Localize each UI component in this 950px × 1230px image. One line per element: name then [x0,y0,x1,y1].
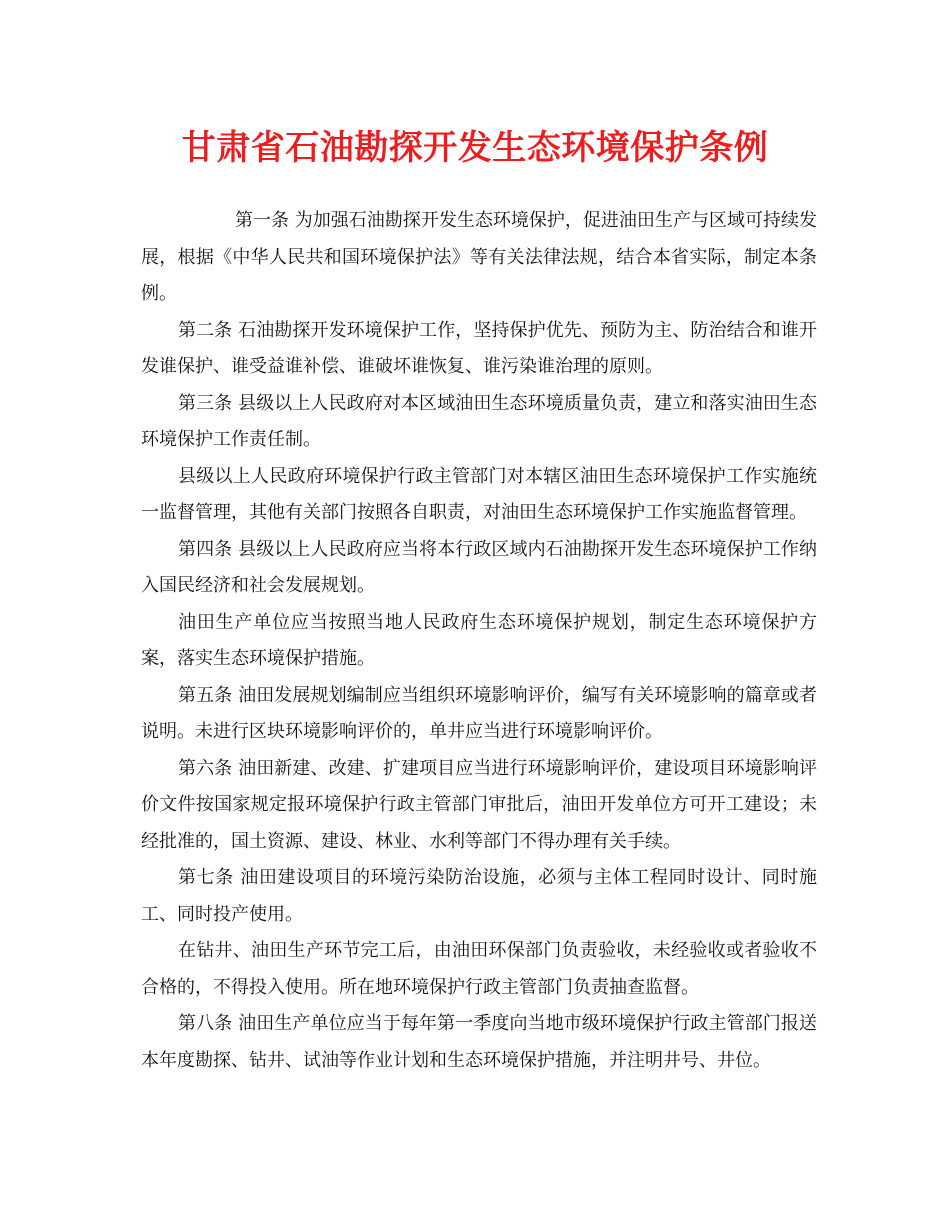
paragraph-article-5: 第五条 油田发展规划编制应当组织环境影响评价，编写有关环境影响的篇章或者说明。未进行区块环境影响评价的，单井应当进行环境影响评价。 [141,684,817,742]
paragraph-article-7-clause-2: 在钻井、油田生产环节完工后，由油田环保部门负责验收，未经验收或者验收不合格的，不得投入使用。所在地环境保护行政主管部门负责抽查监督。 [141,940,817,998]
document-title: 甘肃省石油勘探开发生态环境保护条例 [181,128,769,168]
paragraph-article-3-clause-2: 县级以上人民政府环境保护行政主管部门对本辖区油田生态环境保护工作实施统一监督管理，其他有关部门按照各自职责，对油田生态环境保护工作实施监督管理。 [141,465,817,523]
paragraph-article-4-clause-2: 油田生产单位应当按照当地人民政府生态环境保护规划，制定生态环境保护方案，落实生态环境保护措施。 [141,611,817,669]
paragraph-article-2: 第二条 石油勘探开发环境保护工作，坚持保护优先、预防为主、防治结合和谁开发谁保护、谁受益谁补偿、谁破坏谁恢复、谁污染谁治理的原则。 [141,319,817,377]
paragraph-article-3: 第三条 县级以上人民政府对本区域油田生态环境质量负责，建立和落实油田生态环境保护工作责任制。 [141,392,817,450]
paragraph-article-1: 第一条 为加强石油勘探开发生态环境保护，促进油田生产与区域可持续发展，根据《中华人民共和国环境保护法》等有关法律法规，结合本省实际，制定本条例。 [141,210,817,304]
paragraph-article-4: 第四条 县级以上人民政府应当将本行政区域内石油勘探开发生态环境保护工作纳入国民经济和社会发展规划。 [141,538,817,596]
document-body [141,203,817,1079]
paragraph-article-6: 第六条 油田新建、改建、扩建项目应当进行环境影响评价，建设项目环境影响评价文件按国家规定报环境保护行政主管部门审批后，油田开发单位方可开工建设；未经批准的，国土资源、建设、林业、水利等部门不得办理有关手续。 [141,757,817,852]
paragraph-article-8: 第八条 油田生产单位应当于每年第一季度向当地市级环境保护行政主管部门报送本年度勘探、钻井、试油等作业计划和生态环境保护措施，并注明井号、井位。 [141,1013,817,1071]
paragraph-article-7: 第七条 油田建设项目的环境污染防治设施，必须与主体工程同时设计、同时施工、同时投产使用。 [141,867,817,925]
